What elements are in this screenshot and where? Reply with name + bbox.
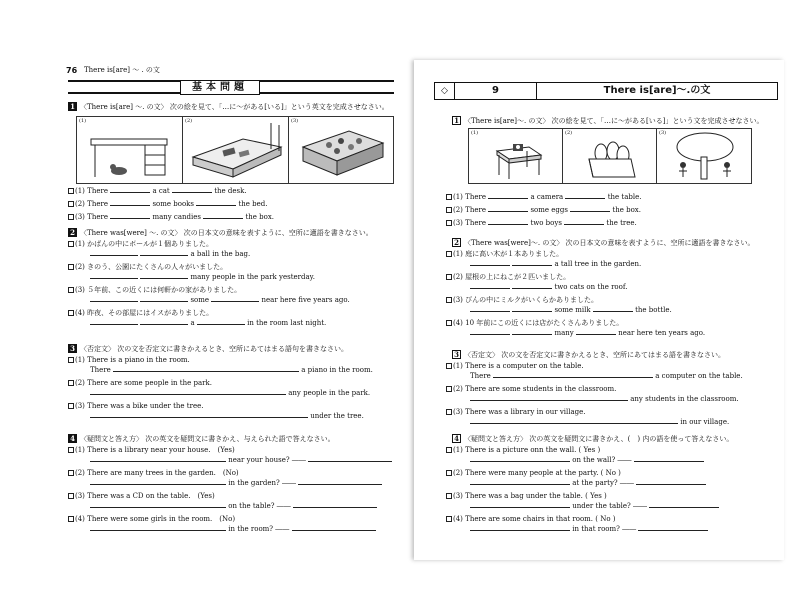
item-number: (3)	[453, 408, 463, 416]
jp-sentence: かばんの中にボールが１個ありました。	[87, 240, 214, 248]
item-number: (2)	[453, 469, 463, 477]
picture-label: (1)	[471, 130, 479, 136]
dash: ――	[291, 456, 306, 464]
jp-prompt	[446, 250, 776, 259]
section-1-items	[68, 186, 398, 225]
answer-line	[446, 305, 776, 319]
check-box[interactable]	[446, 363, 452, 369]
section-2-items	[68, 240, 398, 332]
dash: ――	[275, 525, 290, 533]
en-text: the bottle.	[635, 306, 672, 314]
check-box[interactable]	[68, 493, 74, 499]
section-2-heading	[452, 238, 755, 248]
table-camera-illustration	[469, 129, 563, 183]
answer-blank[interactable]	[308, 455, 392, 462]
picture-desk-cat	[77, 117, 183, 183]
question-sentence	[446, 469, 776, 478]
item-number: (2)	[75, 469, 85, 477]
item-number: (1)	[75, 187, 85, 195]
en-text: There	[470, 372, 491, 380]
question-text: There are some students in the classroom.	[465, 385, 617, 393]
left-page	[66, 60, 398, 560]
question-text: There was a CD on the table. (Yes)	[87, 492, 215, 500]
en-text: many people in the park yesterday.	[190, 273, 315, 281]
question-text: There was a bag under the table. ( Yes )	[465, 492, 607, 500]
section-1-heading	[68, 102, 389, 112]
en-text: on the table?	[228, 502, 275, 510]
answer-line	[68, 524, 398, 538]
answer-blank[interactable]	[470, 455, 570, 462]
en-text: any people in the park.	[288, 389, 371, 397]
answer-line	[446, 259, 776, 273]
check-box[interactable]	[68, 380, 74, 386]
exercise-row	[68, 212, 398, 225]
lesson-number: 9	[455, 83, 537, 99]
item-number: (1)	[75, 240, 85, 248]
answer-line	[446, 282, 776, 296]
answer-blank[interactable]	[292, 524, 376, 531]
item-number: (2)	[453, 385, 463, 393]
item-number: (1)	[453, 250, 463, 258]
desk-cat-illustration	[77, 117, 183, 183]
item-text: There	[87, 200, 108, 208]
answer-blank[interactable]	[90, 318, 138, 325]
item-number: (2)	[75, 200, 85, 208]
section-number: 2	[452, 238, 461, 247]
en-text: a tall tree in the garden.	[554, 260, 642, 268]
dash: ――	[622, 525, 637, 533]
dash: ――	[619, 479, 634, 487]
section-instruction: 〈否定文〉 次の文を否定文に書きかえるとき、空所にあてはまる語句を書きなさい。	[80, 345, 348, 353]
section-number: 1	[452, 116, 461, 125]
answer-line	[446, 394, 776, 408]
question-text: There was a bike under the tree.	[87, 402, 204, 410]
section-number: 1	[68, 102, 77, 111]
check-box[interactable]	[446, 409, 452, 415]
answer-line	[68, 478, 398, 492]
answer-blank[interactable]	[470, 259, 510, 266]
question-sentence	[68, 515, 398, 524]
check-box[interactable]	[446, 220, 452, 226]
answer-blank[interactable]	[570, 205, 610, 212]
picture-strip	[468, 128, 752, 184]
item-text: There	[465, 193, 486, 201]
check-box[interactable]	[446, 516, 452, 522]
answer-blank[interactable]	[470, 501, 570, 508]
check-box[interactable]	[68, 201, 74, 207]
en-text: some	[190, 296, 210, 304]
answer-blank[interactable]	[90, 249, 138, 256]
jp-prompt	[68, 240, 398, 249]
picture-label: (1)	[79, 118, 87, 124]
exercise-row	[446, 205, 776, 218]
section-4-heading	[452, 434, 733, 444]
item-number: (4)	[75, 515, 85, 523]
check-box[interactable]	[68, 214, 74, 220]
item-text: some eggs	[530, 206, 568, 214]
jp-sentence: ５年前、この近くには何軒かの家がありました。	[87, 286, 242, 294]
answer-blank[interactable]	[565, 192, 605, 199]
picture-table-camera	[469, 129, 563, 183]
exercise-row	[446, 192, 776, 205]
jp-prompt	[68, 309, 398, 318]
en-text: near here five years ago.	[261, 296, 350, 304]
question-text: There are some chairs in that room. ( No )	[465, 515, 616, 523]
answer-line	[446, 328, 776, 342]
lesson-header	[434, 82, 778, 100]
en-text: some milk	[554, 306, 591, 314]
item-text: two boys	[530, 219, 562, 227]
answer-blank[interactable]	[140, 249, 188, 256]
section-instruction: 〈There is[are]～. の文〉 次の絵を見て、「…に～がある[いる]」という文を完成させなさい。	[464, 117, 764, 125]
section-number: 4	[68, 434, 77, 443]
question-sentence	[446, 385, 776, 394]
section-instruction: 〈疑問文と答え方〉 次の英文を疑問文に書きかえ、( ) 内の語を使って答えなさい。	[464, 435, 734, 443]
box-eggs-illustration	[563, 129, 657, 183]
answer-blank[interactable]	[90, 388, 286, 395]
question-sentence	[68, 446, 398, 455]
answer-blank[interactable]	[470, 394, 628, 401]
answer-line	[446, 417, 776, 431]
item-number: (3)	[453, 219, 463, 227]
answer-line	[446, 524, 776, 538]
answer-blank[interactable]	[140, 318, 188, 325]
answer-blank[interactable]	[90, 272, 138, 279]
picture-label: (2)	[185, 118, 193, 124]
header-title: There is[are] ～ . の文	[84, 66, 160, 74]
en-text: a ball in the bag.	[190, 250, 251, 258]
check-box[interactable]	[68, 287, 74, 293]
picture-box-eggs	[563, 129, 657, 183]
en-text: on the wall?	[572, 456, 616, 464]
section-instruction: 〈There was[were]～. の文〉 次の日本文の意味を表すように、空所に適語を書きなさい。	[464, 239, 755, 247]
answer-blank[interactable]	[488, 205, 528, 212]
answer-line	[68, 388, 398, 402]
en-text: any students in the classroom.	[630, 395, 739, 403]
en-text: many	[554, 329, 574, 337]
tree-boys-illustration	[657, 129, 751, 183]
answer-blank[interactable]	[196, 199, 236, 206]
answer-line	[68, 295, 398, 309]
answer-line	[68, 318, 398, 332]
item-text: the desk.	[214, 187, 247, 195]
item-text: There	[465, 219, 486, 227]
jp-sentence: 昨夜、その部屋にはイスがありました。	[87, 309, 214, 317]
answer-line	[68, 249, 398, 263]
jp-sentence: びんの中にミルクがいくらかありました。	[465, 296, 599, 304]
en-text: in the room last night.	[247, 319, 327, 327]
check-box[interactable]	[446, 251, 452, 257]
en-text: in the garden?	[228, 479, 280, 487]
lesson-title: There is[are]～.の文	[603, 85, 711, 96]
section-4-items	[446, 446, 776, 538]
item-number: (2)	[75, 263, 85, 271]
check-box[interactable]	[68, 447, 74, 453]
section-2-heading	[68, 228, 373, 238]
check-box[interactable]	[446, 447, 452, 453]
answer-blank[interactable]	[113, 365, 299, 372]
item-number: (1)	[453, 362, 463, 370]
answer-blank[interactable]	[90, 501, 226, 508]
item-text: the table.	[607, 193, 642, 201]
box-candies-illustration	[289, 117, 395, 183]
en-text: two cats on the roof.	[554, 283, 628, 291]
check-box[interactable]	[68, 310, 74, 316]
dash: ――	[276, 502, 291, 510]
diamond-icon: ◇	[435, 83, 455, 99]
dash: ――	[617, 456, 632, 464]
item-text: the box.	[612, 206, 641, 214]
check-box[interactable]	[68, 357, 74, 363]
jp-sentence: 屋根の上にねこが２匹いました。	[465, 273, 571, 281]
question-text: There is a library near your house. (Yes)	[87, 446, 235, 454]
answer-blank[interactable]	[593, 305, 633, 312]
question-sentence	[446, 492, 776, 501]
answer-blank[interactable]	[90, 411, 308, 418]
answer-blank[interactable]	[564, 218, 604, 225]
item-text: There	[465, 206, 486, 214]
item-text: There	[87, 187, 108, 195]
exercise-row	[68, 186, 398, 199]
answer-blank[interactable]	[197, 318, 245, 325]
picture-bed-books	[183, 117, 289, 183]
en-text: at the party?	[572, 479, 618, 487]
answer-blank[interactable]	[470, 478, 570, 485]
question-text: There were many people at the party. ( No )	[465, 469, 621, 477]
jp-prompt	[446, 296, 776, 305]
answer-blank[interactable]	[636, 478, 706, 485]
answer-blank[interactable]	[488, 192, 528, 199]
picture-tree-boys	[657, 129, 751, 183]
answer-blank[interactable]	[90, 295, 138, 302]
answer-line	[446, 371, 776, 385]
answer-blank[interactable]	[110, 212, 150, 219]
item-text: the box.	[245, 213, 275, 221]
check-box[interactable]	[68, 516, 74, 522]
item-number: (3)	[453, 492, 463, 500]
banner-bar	[68, 80, 394, 94]
item-text: a camera	[530, 193, 564, 201]
section-instruction: 〈疑問文と答え方〉 次の英文を疑問文に書きかえ、与えられた語で答えなさい。	[80, 435, 335, 443]
check-box[interactable]	[446, 320, 452, 326]
en-text: a piano in the room.	[301, 366, 373, 374]
check-box[interactable]	[446, 493, 452, 499]
answer-blank[interactable]	[90, 478, 226, 485]
item-number: (2)	[75, 379, 85, 387]
answer-line	[68, 501, 398, 515]
answer-line	[68, 272, 398, 286]
check-box[interactable]	[446, 297, 452, 303]
en-text: a	[190, 319, 195, 327]
question-sentence	[68, 379, 398, 388]
question-text: There is a computer on the table.	[465, 362, 584, 370]
answer-blank[interactable]	[140, 295, 188, 302]
item-text: some books	[152, 200, 194, 208]
section-instruction: 〈否定文〉 次の文を否定文に書きかえるとき、空所にあてはまる語を書きなさい。	[464, 351, 725, 359]
section-number: 2	[68, 228, 77, 237]
answer-blank[interactable]	[512, 259, 552, 266]
question-text: There was a library in our village.	[465, 408, 586, 416]
item-number: (1)	[453, 446, 463, 454]
item-number: (1)	[453, 193, 463, 201]
banner-title: 基本問題	[180, 80, 260, 95]
en-text: near here ten years ago.	[618, 329, 706, 337]
en-text: a computer on the table.	[655, 372, 743, 380]
check-box[interactable]	[446, 194, 452, 200]
en-text: under the table?	[572, 502, 631, 510]
section-instruction: 〈There was[were] ～. の文〉 次の日本文の意味を表すように、空所に適語を書きなさい。	[80, 229, 373, 237]
answer-blank[interactable]	[470, 305, 510, 312]
answer-blank[interactable]	[512, 328, 552, 335]
answer-blank[interactable]	[293, 501, 377, 508]
check-box[interactable]	[446, 470, 452, 476]
section-4-heading	[68, 434, 335, 444]
item-number: (3)	[453, 296, 463, 304]
section-1-heading	[452, 116, 764, 126]
question-text: There is a picture onn the wall. ( Yes )	[465, 446, 601, 454]
item-text: the bed.	[238, 200, 268, 208]
answer-blank[interactable]	[488, 218, 528, 225]
item-number: (3)	[75, 286, 85, 294]
answer-blank[interactable]	[90, 455, 226, 462]
question-text: There are some people in the park.	[87, 379, 212, 387]
bed-books-illustration	[183, 117, 289, 183]
question-sentence	[446, 408, 776, 417]
page-number: 76	[66, 66, 78, 75]
en-text: in our village.	[680, 418, 730, 426]
jp-prompt	[446, 273, 776, 282]
dash: ――	[282, 479, 297, 487]
answer-blank[interactable]	[512, 305, 552, 312]
section-number: 3	[68, 344, 77, 353]
check-box[interactable]	[446, 274, 452, 280]
exercise-row	[68, 199, 398, 212]
question-sentence	[68, 402, 398, 411]
item-number: (3)	[75, 213, 85, 221]
en-text: in that room?	[572, 525, 620, 533]
section-3-heading	[68, 344, 348, 354]
right-page	[414, 60, 784, 560]
answer-blank[interactable]	[203, 212, 243, 219]
answer-blank[interactable]	[470, 282, 510, 289]
item-text: many candies	[152, 213, 201, 221]
question-sentence	[446, 362, 776, 371]
answer-line	[68, 365, 398, 379]
picture-strip	[76, 116, 394, 184]
section-instruction: 〈There is[are] ～. の文〉 次の絵を見て、「…に～がある[いる]」という英文を完成させなさい。	[80, 103, 389, 111]
jp-sentence: 10 年前にこの近くには店がたくさんありました。	[465, 319, 624, 327]
check-box[interactable]	[68, 241, 74, 247]
answer-blank[interactable]	[638, 524, 708, 531]
section-1-items	[446, 192, 776, 231]
section-3-items	[446, 362, 776, 431]
item-number: (1)	[75, 446, 85, 454]
section-3-items	[68, 356, 398, 425]
item-number: (1)	[75, 356, 85, 364]
answer-line	[68, 455, 398, 469]
picture-box-candies	[289, 117, 395, 183]
check-box[interactable]	[68, 470, 74, 476]
answer-blank[interactable]	[493, 371, 653, 378]
answer-blank[interactable]	[649, 501, 719, 508]
check-box[interactable]	[68, 403, 74, 409]
jp-prompt	[68, 286, 398, 295]
question-sentence	[68, 469, 398, 478]
jp-sentence: きのう、公園にたくさんの人々がいました。	[87, 263, 228, 271]
en-text: near your house?	[228, 456, 290, 464]
question-text: There were some girls in the room. (No)	[87, 515, 236, 523]
question-sentence	[68, 492, 398, 501]
item-number: (3)	[75, 402, 85, 410]
check-box[interactable]	[446, 386, 452, 392]
answer-blank[interactable]	[576, 328, 616, 335]
item-text: a cat	[152, 187, 170, 195]
jp-sentence: 庭に高い木が１本ありました。	[465, 250, 564, 258]
question-sentence	[446, 446, 776, 455]
jp-prompt	[446, 319, 776, 328]
picture-label: (3)	[291, 118, 299, 124]
exercise-row	[446, 218, 776, 231]
en-text: in the room?	[228, 525, 274, 533]
answer-blank[interactable]	[298, 478, 382, 485]
question-sentence	[68, 356, 398, 365]
answer-blank[interactable]	[140, 272, 188, 279]
answer-line	[446, 455, 776, 469]
section-4-items	[68, 446, 398, 538]
en-text: There	[90, 366, 111, 374]
question-text: There are many trees in the garden. (No)	[87, 469, 239, 477]
check-box[interactable]	[68, 264, 74, 270]
answer-blank[interactable]	[470, 328, 510, 335]
section-number: 4	[452, 434, 461, 443]
dash: ――	[632, 502, 647, 510]
answer-line	[446, 478, 776, 492]
answer-line	[68, 411, 398, 425]
picture-label: (3)	[659, 130, 667, 136]
answer-blank[interactable]	[211, 295, 259, 302]
answer-blank[interactable]	[512, 282, 552, 289]
question-text: There is a piano in the room.	[87, 356, 190, 364]
answer-line	[446, 501, 776, 515]
section-3-heading	[452, 350, 725, 360]
answer-blank[interactable]	[90, 524, 226, 531]
answer-blank[interactable]	[110, 199, 150, 206]
question-sentence	[446, 515, 776, 524]
item-number: (2)	[453, 206, 463, 214]
jp-prompt	[68, 263, 398, 272]
en-text: under the tree.	[310, 412, 364, 420]
item-text: There	[87, 213, 108, 221]
answer-blank[interactable]	[470, 524, 570, 531]
item-number: (4)	[453, 319, 463, 327]
item-number: (4)	[453, 515, 463, 523]
item-number: (3)	[75, 492, 85, 500]
item-text: the tree.	[606, 219, 637, 227]
section-2-items	[446, 250, 776, 342]
answer-blank[interactable]	[110, 186, 150, 193]
section-number: 3	[452, 350, 461, 359]
check-box[interactable]	[446, 207, 452, 213]
answer-blank[interactable]	[172, 186, 212, 193]
picture-label: (2)	[565, 130, 573, 136]
item-number: (2)	[453, 273, 463, 281]
answer-blank[interactable]	[634, 455, 704, 462]
answer-blank[interactable]	[470, 417, 678, 424]
item-number: (4)	[75, 309, 85, 317]
check-box[interactable]	[68, 188, 74, 194]
